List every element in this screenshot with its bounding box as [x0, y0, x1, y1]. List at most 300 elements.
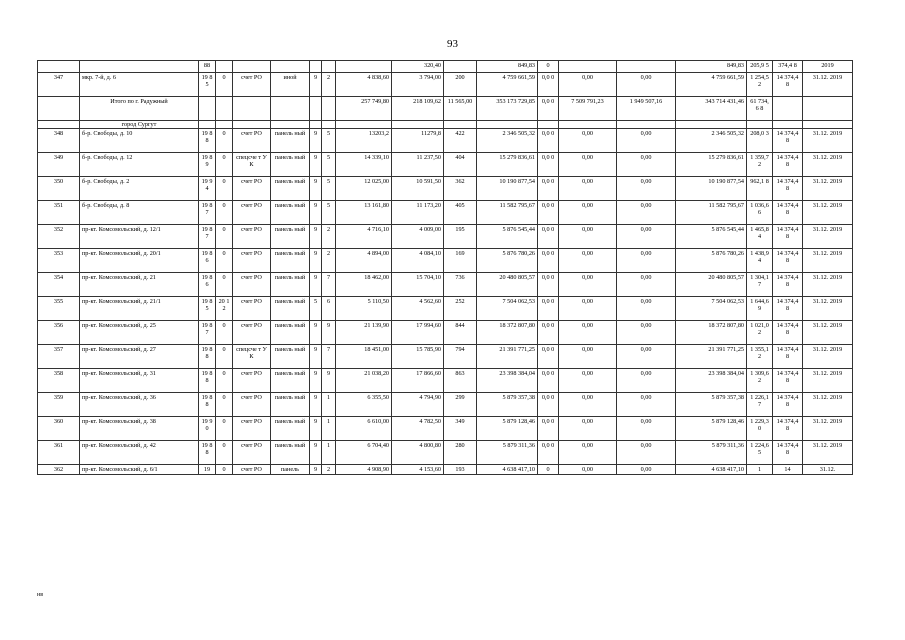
- cell-residents: 299: [444, 393, 477, 417]
- cell-row-number: [38, 121, 80, 129]
- cell-owner-funds: 15 279 836,61: [676, 153, 747, 177]
- cell-floors: 9: [310, 321, 322, 345]
- cell-owner-funds: 5 876 780,26: [676, 249, 747, 273]
- cell-unit-cost: 1 359,7 2: [747, 153, 773, 177]
- cell-planned-date: 31.12. 2019: [803, 297, 853, 321]
- cell-unit-cost: 1 021,0 2: [747, 321, 773, 345]
- cell-row-number: 359: [38, 393, 80, 417]
- cell-entrances: 5: [322, 201, 336, 225]
- cell-area-total: 5 110,50: [336, 297, 392, 321]
- cell-local-funds: 0,00: [617, 417, 676, 441]
- cell-address: пр-кт. Комсомольский, д. 6/1: [80, 465, 199, 475]
- cell-cost-total: 5 876 780,26: [477, 249, 538, 273]
- cell-entrances: 1: [322, 441, 336, 465]
- cell-cost-total: 10 190 877,54: [477, 177, 538, 201]
- cell-federal-funds: 0,0 0: [538, 321, 559, 345]
- cell-planned-date: 31.12. 2019: [803, 201, 853, 225]
- cell-unit-cost: 1 254,5 2: [747, 73, 773, 97]
- cell-local-funds: 1 949 507,16: [617, 97, 676, 121]
- cell-fund-method: [233, 121, 271, 129]
- cell-unit-limit: 14 374,4 8: [773, 249, 803, 273]
- cell-unit-cost: 1 304,1 7: [747, 273, 773, 297]
- cell-address: б-р. Свободы, д. 2: [80, 177, 199, 201]
- cell-cost-total: 4 759 661,59: [477, 73, 538, 97]
- cell-unit-cost: 1 644,6 9: [747, 297, 773, 321]
- cell-cost-total: 7 504 062,53: [477, 297, 538, 321]
- cell-fund-method: счет РО: [233, 465, 271, 475]
- cell-owner-funds: 21 391 771,25: [676, 345, 747, 369]
- cell-area-living: 4 153,60: [392, 465, 444, 475]
- cell-area-total: 6 610,00: [336, 417, 392, 441]
- cell-regional-funds: 0,00: [559, 417, 617, 441]
- cell-unit-limit: 14 374,4 8: [773, 321, 803, 345]
- register-table-wrapper: [37, 60, 853, 475]
- cell-area-total: 4 894,00: [336, 249, 392, 273]
- cell-federal-funds: 0,0 0: [538, 441, 559, 465]
- table-row: [38, 201, 853, 225]
- cell-federal-funds: [538, 121, 559, 129]
- cell-owner-funds: 7 504 062,53: [676, 297, 747, 321]
- cell-fund-method: счет РО: [233, 201, 271, 225]
- cell-residents: 405: [444, 201, 477, 225]
- cell-regional-funds: 7 509 791,23: [559, 97, 617, 121]
- cell-row-number: 353: [38, 249, 80, 273]
- cell-residents: 362: [444, 177, 477, 201]
- cell-build-year: [199, 121, 216, 129]
- cell-row-number: 350: [38, 177, 80, 201]
- cell-build-year: 19 85: [199, 73, 216, 97]
- cell-area-total: 21 038,20: [336, 369, 392, 393]
- cell-unit-cost: [747, 121, 773, 129]
- cell-regional-funds: 0,00: [559, 129, 617, 153]
- cell-commission-year: 0: [216, 369, 233, 393]
- cell-unit-cost: 1 465,8 4: [747, 225, 773, 249]
- cell-wall-material: [271, 97, 310, 121]
- table-row: [38, 441, 853, 465]
- cell-build-year: 19 85: [199, 297, 216, 321]
- city-label: город Сургут: [80, 121, 199, 129]
- cell-entrances: 7: [322, 273, 336, 297]
- cell-address: пр-кт. Комсомольский, д. 21: [80, 273, 199, 297]
- cell-owner-funds: 2 346 505,32: [676, 129, 747, 153]
- cell-local-funds: 0,00: [617, 345, 676, 369]
- cell-residents: 404: [444, 153, 477, 177]
- page-number: 93: [447, 38, 458, 50]
- cell-floors: 9: [310, 249, 322, 273]
- cell-commission-year: 0: [216, 441, 233, 465]
- table-row: [38, 225, 853, 249]
- cell-planned-date: 31.12. 2019: [803, 177, 853, 201]
- cell-area-living: 4 562,60: [392, 297, 444, 321]
- cell-planned-date: 31.12. 2019: [803, 441, 853, 465]
- cell-entrances: 1: [322, 417, 336, 441]
- cell-owner-funds: 11 582 795,67: [676, 201, 747, 225]
- cell-fund-method: счет РО: [233, 393, 271, 417]
- cell-unit-cost: 61 734,6 8: [747, 97, 773, 121]
- cell-residents: 252: [444, 297, 477, 321]
- cell-entrances: 6: [322, 297, 336, 321]
- cell-local-funds: 0,00: [617, 393, 676, 417]
- cell-planned-date: 31.12.: [803, 465, 853, 475]
- cell-federal-funds: 0,0 0: [538, 297, 559, 321]
- cell-unit-cost: 1 229,3 0: [747, 417, 773, 441]
- cell-commission-year: 0: [216, 201, 233, 225]
- cell-local-funds: [617, 61, 676, 73]
- cell-local-funds: 0,00: [617, 321, 676, 345]
- cell-regional-funds: 0,00: [559, 153, 617, 177]
- cell-build-year: 19 87: [199, 201, 216, 225]
- cell-commission-year: [216, 97, 233, 121]
- cell-floors: 9: [310, 369, 322, 393]
- cell-cost-total: 18 372 807,80: [477, 321, 538, 345]
- cell-cost-total: 2 346 505,32: [477, 129, 538, 153]
- cell-fund-method: счет РО: [233, 177, 271, 201]
- cell-area-total: 18 462,00: [336, 273, 392, 297]
- cell-row-number: 361: [38, 441, 80, 465]
- cell-area-total: 14 339,10: [336, 153, 392, 177]
- cell-cost-total: [477, 121, 538, 129]
- cell-planned-date: 2019: [803, 61, 853, 73]
- cell-area-living: 4 800,80: [392, 441, 444, 465]
- cell-planned-date: [803, 97, 853, 121]
- cell-residents: 280: [444, 441, 477, 465]
- cell-cost-total: 21 391 771,25: [477, 345, 538, 369]
- cell-cost-total: 5 879 311,36: [477, 441, 538, 465]
- cell-address: [80, 61, 199, 73]
- cell-build-year: 19 88: [199, 393, 216, 417]
- cell-row-number: 360: [38, 417, 80, 441]
- cell-floors: 9: [310, 465, 322, 475]
- cell-planned-date: 31.12. 2019: [803, 393, 853, 417]
- cell-entrances: 1: [322, 393, 336, 417]
- cell-wall-material: панель ный: [271, 393, 310, 417]
- cell-address: пр-кт. Комсомольский, д. 27: [80, 345, 199, 369]
- cell-area-total: 12 025,00: [336, 177, 392, 201]
- cell-fund-method: счет РО: [233, 249, 271, 273]
- cell-area-living: 4 084,10: [392, 249, 444, 273]
- cell-owner-funds: 23 398 384,04: [676, 369, 747, 393]
- cell-row-number: 354: [38, 273, 80, 297]
- cell-regional-funds: 0,00: [559, 201, 617, 225]
- cell-cost-total: 849,83: [477, 61, 538, 73]
- cell-unit-cost: 962,1 8: [747, 177, 773, 201]
- cell-residents: 349: [444, 417, 477, 441]
- cell-unit-cost: 205,9 5: [747, 61, 773, 73]
- cell-unit-limit: 14 374,4 8: [773, 153, 803, 177]
- cell-residents: 193: [444, 465, 477, 475]
- cell-commission-year: 0: [216, 153, 233, 177]
- cell-residents: 11 565,00: [444, 97, 477, 121]
- cell-entrances: 5: [322, 129, 336, 153]
- cell-area-living: 15 785,90: [392, 345, 444, 369]
- cell-row-number: [38, 61, 80, 73]
- cell-entrances: 2: [322, 73, 336, 97]
- cell-fund-method: счет РО: [233, 369, 271, 393]
- cell-residents: [444, 61, 477, 73]
- cell-build-year: 19 89: [199, 153, 216, 177]
- table-row: [38, 417, 853, 441]
- cell-unit-limit: 14 374,4 8: [773, 393, 803, 417]
- cell-residents: 195: [444, 225, 477, 249]
- cell-wall-material: панель ный: [271, 177, 310, 201]
- cell-build-year: 19 88: [199, 441, 216, 465]
- cell-address: пр-кт. Комсомольский, д. 36: [80, 393, 199, 417]
- cell-cost-total: 353 173 729,85: [477, 97, 538, 121]
- cell-build-year: 19 94: [199, 177, 216, 201]
- cell-unit-limit: 14 374,4 8: [773, 201, 803, 225]
- cell-build-year: 19 88: [199, 129, 216, 153]
- cell-unit-limit: 14 374,4 8: [773, 441, 803, 465]
- table-row: [38, 249, 853, 273]
- cell-entrances: [322, 121, 336, 129]
- table-row: [38, 465, 853, 475]
- cell-floors: [310, 121, 322, 129]
- cell-area-total: 4 838,60: [336, 73, 392, 97]
- cell-cost-total: 5 879 357,38: [477, 393, 538, 417]
- cell-commission-year: 0: [216, 129, 233, 153]
- cell-federal-funds: 0,0 0: [538, 201, 559, 225]
- cell-unit-limit: 14 374,4 8: [773, 73, 803, 97]
- cell-area-living: 11 237,50: [392, 153, 444, 177]
- cell-address: пр-кт. Комсомольский, д. 20/1: [80, 249, 199, 273]
- table-row: [38, 129, 853, 153]
- cell-regional-funds: 0,00: [559, 225, 617, 249]
- cell-area-living: 17 866,60: [392, 369, 444, 393]
- cell-address: б-р. Свободы, д. 10: [80, 129, 199, 153]
- cell-fund-method: счет РО: [233, 225, 271, 249]
- cell-area-total: [336, 61, 392, 73]
- cell-entrances: 5: [322, 177, 336, 201]
- cell-address: пр-кт. Комсомольский, д. 42: [80, 441, 199, 465]
- cell-planned-date: 31.12. 2019: [803, 129, 853, 153]
- cell-fund-method: [233, 61, 271, 73]
- cell-unit-cost: 1 036,6 6: [747, 201, 773, 225]
- cell-wall-material: панель ный: [271, 153, 310, 177]
- cell-commission-year: 0: [216, 177, 233, 201]
- table-row: [38, 273, 853, 297]
- cell-planned-date: 31.12. 2019: [803, 153, 853, 177]
- cell-unit-limit: 14 374,4 8: [773, 345, 803, 369]
- cell-unit-limit: 14 374,4 8: [773, 177, 803, 201]
- cell-area-living: 4 782,50: [392, 417, 444, 441]
- cell-owner-funds: [676, 121, 747, 129]
- cell-unit-limit: 14 374,4 8: [773, 129, 803, 153]
- cell-owner-funds: 10 190 877,54: [676, 177, 747, 201]
- cell-entrances: 2: [322, 225, 336, 249]
- cell-address: мкр. 7-й, д. 6: [80, 73, 199, 97]
- cell-wall-material: панель ный: [271, 297, 310, 321]
- city-header-row: [38, 121, 853, 129]
- cell-local-funds: 0,00: [617, 369, 676, 393]
- cell-local-funds: 0,00: [617, 225, 676, 249]
- cell-floors: 9: [310, 177, 322, 201]
- cell-wall-material: панель ный: [271, 417, 310, 441]
- cell-cost-total: 20 480 805,57: [477, 273, 538, 297]
- cell-federal-funds: 0,0 0: [538, 345, 559, 369]
- cell-unit-limit: 14 374,4 8: [773, 225, 803, 249]
- cell-row-number: 358: [38, 369, 80, 393]
- cell-area-living: 3 794,00: [392, 73, 444, 97]
- cell-unit-limit: [773, 121, 803, 129]
- cell-unit-limit: 374,4 8: [773, 61, 803, 73]
- cell-residents: 844: [444, 321, 477, 345]
- cell-area-total: 4 908,90: [336, 465, 392, 475]
- cell-commission-year: 0: [216, 417, 233, 441]
- cell-planned-date: 31.12. 2019: [803, 369, 853, 393]
- cell-wall-material: панель ный: [271, 249, 310, 273]
- cell-federal-funds: 0,0 0: [538, 393, 559, 417]
- footer-mark: нв: [37, 592, 44, 598]
- cell-fund-method: счет РО: [233, 297, 271, 321]
- cell-area-total: 6 704,40: [336, 441, 392, 465]
- cell-regional-funds: [559, 61, 617, 73]
- cell-cost-total: 4 638 417,10: [477, 465, 538, 475]
- cell-build-year: 19 86: [199, 249, 216, 273]
- cell-address: пр-кт. Комсомольский, д. 12/1: [80, 225, 199, 249]
- cell-address: пр-кт. Комсомольский, д. 38: [80, 417, 199, 441]
- table-row: [38, 369, 853, 393]
- cell-build-year: 19: [199, 465, 216, 475]
- cell-residents: 422: [444, 129, 477, 153]
- cell-address: б-р. Свободы, д. 12: [80, 153, 199, 177]
- table-row: [38, 177, 853, 201]
- cell-area-total: 21 139,90: [336, 321, 392, 345]
- cell-local-funds: 0,00: [617, 273, 676, 297]
- cell-wall-material: панель ный: [271, 345, 310, 369]
- total-label: Итого по г. Радужный: [80, 97, 199, 121]
- cell-fund-method: счет РО: [233, 129, 271, 153]
- cell-fund-method: счет РО: [233, 417, 271, 441]
- cell-federal-funds: 0,0 0: [538, 417, 559, 441]
- cell-cost-total: 5 879 128,46: [477, 417, 538, 441]
- cell-local-funds: 0,00: [617, 129, 676, 153]
- total-row: [38, 97, 853, 121]
- cell-floors: [310, 61, 322, 73]
- cell-federal-funds: 0,0 0: [538, 225, 559, 249]
- cell-unit-limit: 14: [773, 465, 803, 475]
- cell-unit-cost: 1: [747, 465, 773, 475]
- cell-regional-funds: 0,00: [559, 321, 617, 345]
- table-row: [38, 297, 853, 321]
- cell-regional-funds: [559, 121, 617, 129]
- cell-area-total: 13203,2: [336, 129, 392, 153]
- cell-floors: 9: [310, 441, 322, 465]
- cell-row-number: 355: [38, 297, 80, 321]
- cell-floors: 9: [310, 225, 322, 249]
- cell-entrances: 2: [322, 465, 336, 475]
- cell-cost-total: 11 582 795,67: [477, 201, 538, 225]
- cell-planned-date: 31.12. 2019: [803, 321, 853, 345]
- cell-regional-funds: 0,00: [559, 345, 617, 369]
- cell-local-funds: 0,00: [617, 177, 676, 201]
- cell-wall-material: панель ный: [271, 201, 310, 225]
- cell-residents: 200: [444, 73, 477, 97]
- cell-row-number: 356: [38, 321, 80, 345]
- cell-owner-funds: 4 759 661,59: [676, 73, 747, 97]
- cell-wall-material: панель ный: [271, 369, 310, 393]
- table-body: [38, 61, 853, 475]
- housing-register-table: [37, 60, 853, 475]
- cell-owner-funds: 18 372 807,80: [676, 321, 747, 345]
- cell-cost-total: 5 876 545,44: [477, 225, 538, 249]
- cell-commission-year: 0: [216, 345, 233, 369]
- cell-address: пр-кт. Комсомольский, д. 25: [80, 321, 199, 345]
- cell-entrances: 7: [322, 345, 336, 369]
- cell-wall-material: [271, 61, 310, 73]
- cell-entrances: 9: [322, 321, 336, 345]
- cell-regional-funds: 0,00: [559, 273, 617, 297]
- cell-area-living: 11 173,20: [392, 201, 444, 225]
- cell-federal-funds: 0,0 0: [538, 129, 559, 153]
- cell-residents: 863: [444, 369, 477, 393]
- cell-build-year: 88: [199, 61, 216, 73]
- cell-build-year: 19 87: [199, 225, 216, 249]
- cell-cost-total: 15 279 836,61: [477, 153, 538, 177]
- cell-floors: 9: [310, 273, 322, 297]
- cell-row-number: 349: [38, 153, 80, 177]
- table-row: [38, 321, 853, 345]
- cell-commission-year: 0: [216, 393, 233, 417]
- cell-row-number: 352: [38, 225, 80, 249]
- cell-build-year: 19 88: [199, 369, 216, 393]
- cell-fund-method: счет РО: [233, 273, 271, 297]
- cell-entrances: 2: [322, 249, 336, 273]
- cell-commission-year: 0: [216, 273, 233, 297]
- cell-wall-material: панель ный: [271, 129, 310, 153]
- cell-planned-date: 31.12. 2019: [803, 273, 853, 297]
- cell-address: пр-кт. Комсомольский, д. 31: [80, 369, 199, 393]
- cell-unit-limit: [773, 97, 803, 121]
- cell-area-total: [336, 121, 392, 129]
- table-row: [38, 61, 853, 73]
- cell-row-number: 347: [38, 73, 80, 97]
- cell-unit-cost: 1 438,9 4: [747, 249, 773, 273]
- cell-area-total: 4 716,10: [336, 225, 392, 249]
- cell-owner-funds: 4 638 417,10: [676, 465, 747, 475]
- cell-commission-year: 0: [216, 465, 233, 475]
- cell-floors: 9: [310, 153, 322, 177]
- cell-row-number: 357: [38, 345, 80, 369]
- cell-local-funds: 0,00: [617, 441, 676, 465]
- cell-area-total: 18 451,00: [336, 345, 392, 369]
- cell-owner-funds: 20 480 805,57: [676, 273, 747, 297]
- cell-floors: 9: [310, 201, 322, 225]
- cell-entrances: 5: [322, 153, 336, 177]
- cell-commission-year: [216, 61, 233, 73]
- table-row: [38, 345, 853, 369]
- cell-federal-funds: 0,0 0: [538, 177, 559, 201]
- cell-area-living: 10 591,50: [392, 177, 444, 201]
- cell-owner-funds: 343 714 431,46: [676, 97, 747, 121]
- cell-local-funds: 0,00: [617, 297, 676, 321]
- cell-owner-funds: 5 879 311,36: [676, 441, 747, 465]
- cell-commission-year: 0: [216, 225, 233, 249]
- cell-federal-funds: 0,0 0: [538, 73, 559, 97]
- cell-federal-funds: 0,0 0: [538, 249, 559, 273]
- cell-unit-limit: 14 374,4 8: [773, 417, 803, 441]
- cell-owner-funds: 849,83: [676, 61, 747, 73]
- cell-commission-year: 0: [216, 73, 233, 97]
- cell-owner-funds: 5 876 545,44: [676, 225, 747, 249]
- cell-area-living: 4 794,90: [392, 393, 444, 417]
- cell-area-living: 15 704,10: [392, 273, 444, 297]
- cell-build-year: 19 90: [199, 417, 216, 441]
- cell-federal-funds: 0: [538, 465, 559, 475]
- cell-wall-material: иной: [271, 73, 310, 97]
- cell-owner-funds: 5 879 128,46: [676, 417, 747, 441]
- cell-regional-funds: 0,00: [559, 297, 617, 321]
- cell-local-funds: 0,00: [617, 73, 676, 97]
